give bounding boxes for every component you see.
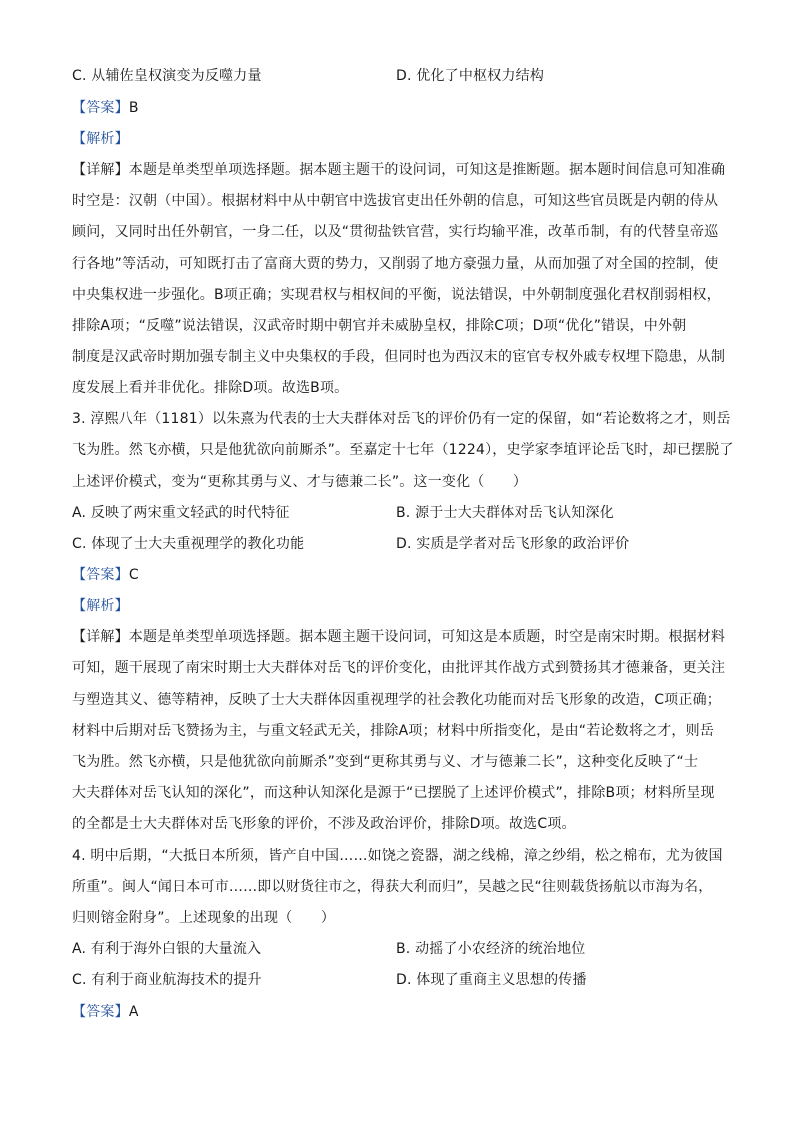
- q2-detail-line: 中央集权进一步强化。B项正确；实现君权与相权间的平衡，说法错误，中外朝制度强化君权削弱相权，: [72, 287, 721, 303]
- q3-option-c: C. 体现了士大夫重视理学的教化功能: [72, 536, 305, 552]
- q3-stem-line: 飞为胜。然飞亦横，只是他犹欲向前厮杀”。至嘉定十七年（1224），史学家李埴评论岳飞时，却已摆脱了: [72, 442, 734, 458]
- q4-option-b: B. 动摇了小农经济的统治地位: [396, 941, 586, 957]
- q4-answer: [72, 1002, 139, 1022]
- q3-option-a: A. 反映了两宋重文轻武的时代特征: [72, 505, 290, 521]
- q2-detail-line: 时空是：汉朝（中国）。根据材料中从中朝官中选拔官吏出任外朝的信息，可知这些官员既是内朝的侍从: [72, 193, 719, 209]
- q2-option-d: D. 优化了中枢权力结构: [396, 68, 545, 84]
- q3-analysis-tag: 【解析】: [72, 598, 129, 614]
- q3-stem-line: 上述评价模式，变为“更称其勇与义、才与德兼二长”。这一变化（ ）: [72, 474, 528, 490]
- q3-detail-line: 材料中后期对岳飞赞扬为主，与重文轻武无关，排除A项；材料中所指变化，是由“若论数将之才，则岳: [72, 723, 715, 739]
- q2-option-c: C. 从辅佐皇权演变为反噬力量: [72, 68, 262, 84]
- q3-detail-line: 【详解】本题是单类型单项选择题。据本题主题干设问词，可知这是本质题，时空是南宋时期。根据材料: [72, 629, 726, 645]
- answer-tag: 【答案】: [72, 1004, 129, 1020]
- q3-detail-line: 可知，题干展现了南宋时期士大夫群体对岳飞的评价变化，由批评其作战方式到赞扬其才德兼备，更关注: [72, 660, 726, 676]
- answer-value: A: [128, 1004, 139, 1020]
- q4-stem-line: 归则镕金附身”。上述现象的出现（ ）: [72, 910, 336, 926]
- q3-option-d: D. 实质是学者对岳飞形象的政治评价: [396, 536, 630, 552]
- q3-answer: [72, 565, 139, 585]
- q4-option-d: D. 体现了重商主义思想的传播: [396, 972, 587, 988]
- q4-option-c: C. 有利于商业航海技术的提升: [72, 972, 262, 988]
- q2-detail-line: 制度是汉武帝时期加强专制主义中央集权的手段，但同时也为西汉末的宦官专权外戚专权埋下隐患，从制: [72, 349, 726, 365]
- q2-answer: [72, 98, 139, 118]
- q4-stem-line: 4. 明中后期，“大抵日本所须，皆产自中国……如饶之瓷器，湖之线棉，漳之纱绢，松之棉布，尤为彼国: [72, 848, 723, 864]
- answer-value: C: [128, 567, 139, 583]
- q4-option-a: A. 有利于海外白银的大量流入: [72, 941, 262, 957]
- q3-detail-line: 大夫群体对岳飞认知的深化”，而这种认知深化是源于“已摆脱了上述评价模式”，排除B项；材料所呈现: [72, 785, 715, 801]
- q3-detail-line: 与塑造其义、德等精神，反映了士大夫群体因重视理学的社会教化功能而对岳飞形象的改造，C项正确；: [72, 692, 721, 708]
- q3-option-b: B. 源于士大夫群体对岳飞认知深化: [396, 505, 614, 521]
- q2-detail-line: 【详解】本题是单类型单项选择题。据本题主题干的设问词，可知这是推断题。据本题时间信息可知准确: [72, 162, 726, 178]
- q2-analysis-tag: 【解析】: [72, 131, 129, 147]
- q2-detail-line: 行各地”等活动，可知既打击了富商大贾的势力，又削弱了地方豪强力量，从而加强了对全国的控制，使: [72, 256, 719, 272]
- q2-detail-line: 顾问，又同时出任外朝官，一身二任，以及“贯彻盐铁官营，实行均输平准，改革币制，有的代替皇帝巡: [72, 224, 719, 240]
- q2-detail-line: 度发展上看并非优化。排除D项。故选B项。: [72, 380, 349, 396]
- q3-stem-line: 3. 淳熙八年（1181）以朱熹为代表的士大夫群体对岳飞的评价仍有一定的保留，如“若论数将之才，则岳: [72, 411, 731, 427]
- q3-detail-line: 的全都是士大夫群体对岳飞形象的评价，不涉及政治评价，排除D项。故选C项。: [72, 816, 576, 832]
- answer-tag: 【答案】: [72, 567, 129, 583]
- answer-tag: 【答案】: [72, 100, 129, 116]
- q3-detail-line: 飞为胜。然飞亦横，只是他犹欲向前厮杀”变到“更称其勇与义、才与德兼二长”，这种变化反映了“士: [72, 754, 699, 770]
- q4-stem-line: 所重”。闽人“闻日本可市……即以财货往市之，得获大利而归”，吴越之民“往则载货扬航以市海为名，: [72, 879, 713, 895]
- q2-detail-line: 排除A项；“反噬”说法错误，汉武帝时期中朝官并未威胁皇权，排除C项；D项“优化”错误，中外朝: [72, 318, 687, 334]
- answer-value: B: [128, 100, 139, 116]
